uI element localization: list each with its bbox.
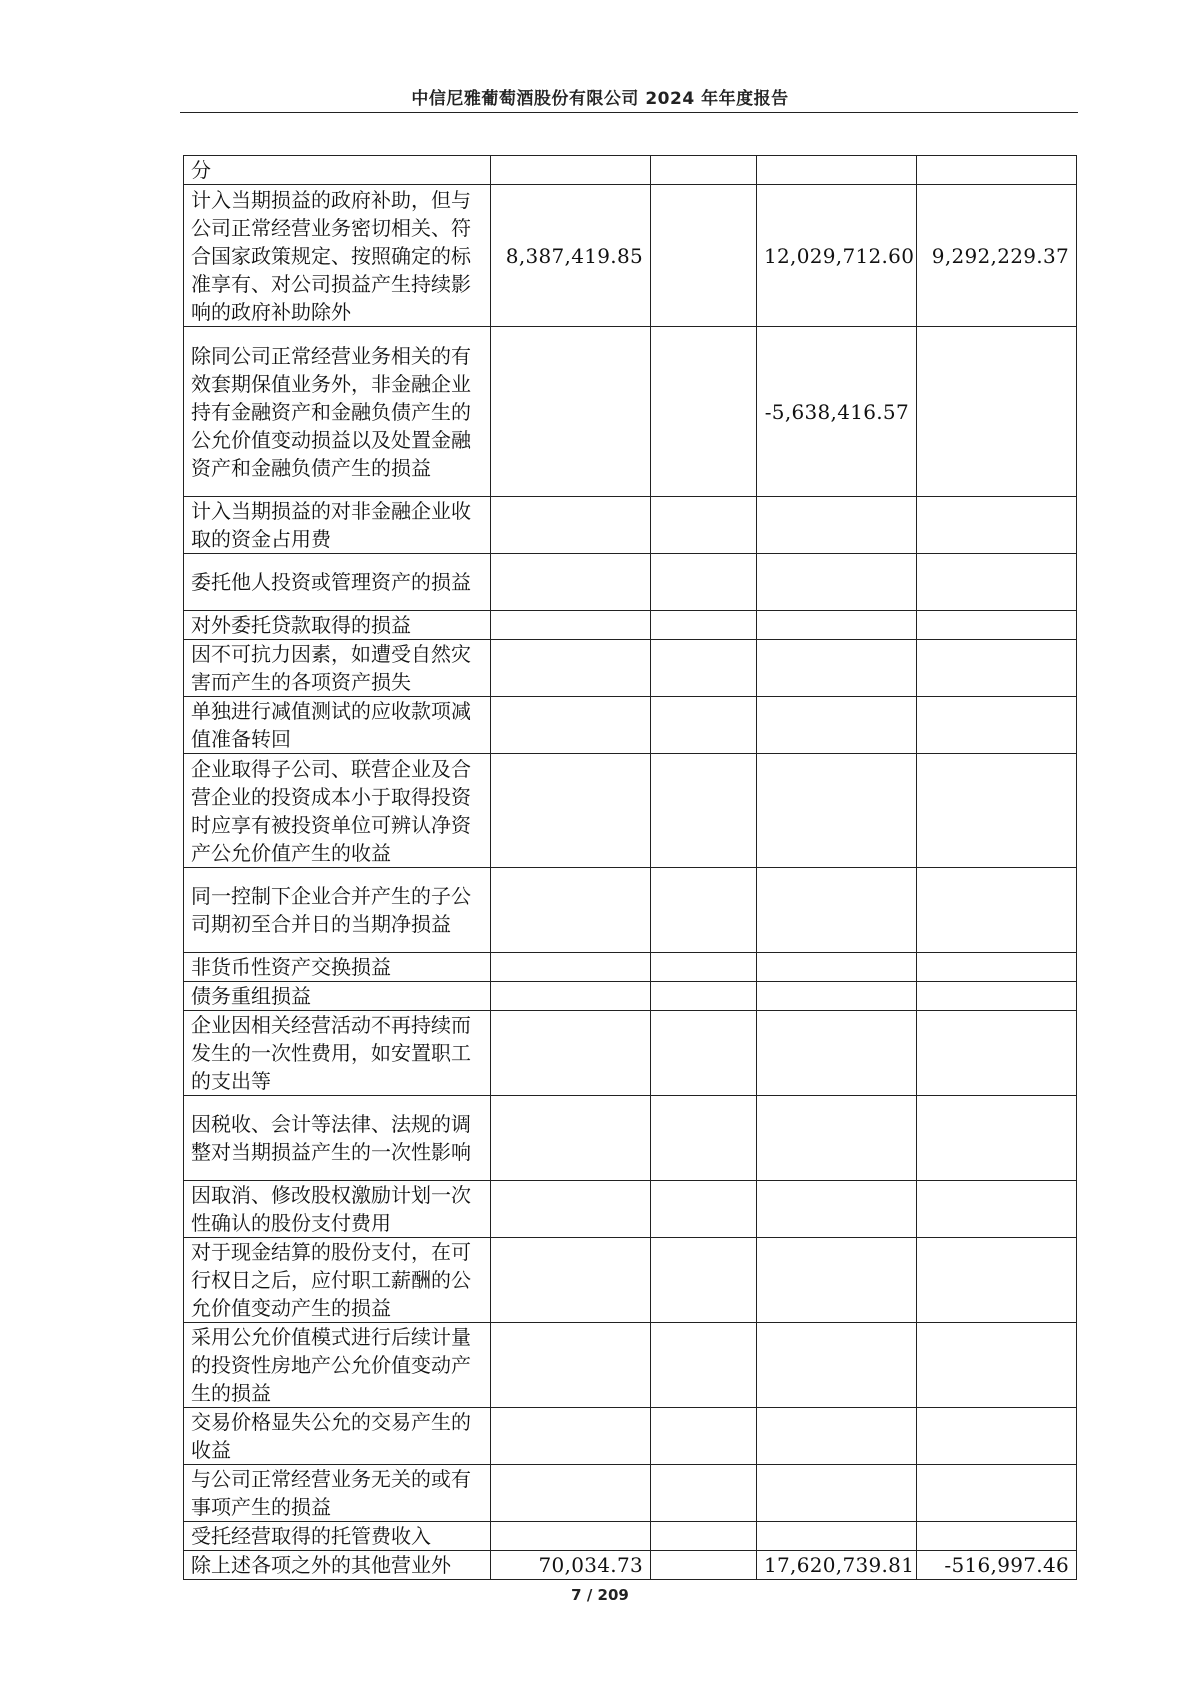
cell-value [757, 1238, 917, 1323]
cell-value [917, 1238, 1077, 1323]
cell-value [491, 1238, 651, 1323]
cell-value [757, 1522, 917, 1551]
cell-value [917, 697, 1077, 754]
table-row [184, 1408, 1077, 1465]
row-item-label: 除同公司正常经营业务相关的有效套期保值业务外，非金融企业持有金融资产和金融负债产生的公允价值变动损益以及处置金融资产和金融负债产生的损益 [184, 327, 491, 497]
row-item-label: 计入当期损益的政府补助，但与公司正常经营业务密切相关、符合国家政策规定、按照确定的标准享有、对公司损益产生持续影响的政府补助除外 [184, 185, 491, 327]
cell-value [651, 982, 757, 1011]
cell-value [491, 697, 651, 754]
cell-value [757, 611, 917, 640]
table-row [184, 611, 1077, 640]
row-item-label: 因不可抗力因素，如遭受自然灾害而产生的各项资产损失 [184, 640, 491, 697]
cell-value [491, 982, 651, 1011]
cell-value [917, 640, 1077, 697]
row-item-label: 分 [184, 156, 491, 185]
cell-value [757, 1181, 917, 1238]
cell-value [757, 868, 917, 953]
cell-value [651, 754, 757, 868]
row-item-label: 交易价格显失公允的交易产生的收益 [184, 1408, 491, 1465]
cell-value [491, 640, 651, 697]
cell-value [757, 497, 917, 554]
table-row [184, 554, 1077, 611]
cell-value [757, 754, 917, 868]
cell-value [917, 1522, 1077, 1551]
row-item-label: 单独进行减值测试的应收款项减值准备转回 [184, 697, 491, 754]
cell-value [651, 1323, 757, 1408]
cell-value [757, 640, 917, 697]
cell-value [757, 1465, 917, 1522]
cell-value [491, 1181, 651, 1238]
table-row [184, 1011, 1077, 1096]
cell-value [757, 1096, 917, 1181]
cell-value [917, 982, 1077, 1011]
cell-value [651, 1238, 757, 1323]
table-row [184, 1323, 1077, 1408]
cell-value [917, 497, 1077, 554]
page-number: 7 / 209 [571, 1586, 629, 1604]
cell-value [491, 611, 651, 640]
cell-value [651, 1181, 757, 1238]
cell-value [757, 156, 917, 185]
cell-value [917, 1096, 1077, 1181]
cell-value [491, 1096, 651, 1181]
non-recurring-gains-table [183, 155, 1077, 1580]
cell-value [491, 1522, 651, 1551]
cell-value [917, 1011, 1077, 1096]
table-row [184, 754, 1077, 868]
cell-value: 9,292,229.37 [917, 185, 1077, 327]
cell-value [757, 1323, 917, 1408]
cell-value [651, 868, 757, 953]
cell-value [917, 1181, 1077, 1238]
table-row [184, 185, 1077, 327]
cell-value [491, 868, 651, 953]
cell-value [757, 1408, 917, 1465]
cell-value [651, 953, 757, 982]
cell-value [651, 185, 757, 327]
cell-value [757, 554, 917, 611]
row-item-label: 企业因相关经营活动不再持续而发生的一次性费用，如安置职工的支出等 [184, 1011, 491, 1096]
cell-value [651, 1465, 757, 1522]
cell-value [917, 1323, 1077, 1408]
cell-value [651, 1551, 757, 1580]
cell-value [651, 1408, 757, 1465]
cell-value [651, 1096, 757, 1181]
cell-value: -5,638,416.57 [757, 327, 917, 497]
row-item-label: 因税收、会计等法律、法规的调整对当期损益产生的一次性影响 [184, 1096, 491, 1181]
row-item-label: 对于现金结算的股份支付，在可行权日之后，应付职工薪酬的公允价值变动产生的损益 [184, 1238, 491, 1323]
cell-value [491, 1465, 651, 1522]
row-item-label: 受托经营取得的托管费收入 [184, 1522, 491, 1551]
cell-value [917, 1408, 1077, 1465]
table-row [184, 953, 1077, 982]
cell-value [651, 327, 757, 497]
row-item-label: 委托他人投资或管理资产的损益 [184, 554, 491, 611]
cell-value: 17,620,739.81 [757, 1551, 917, 1580]
cell-value [491, 497, 651, 554]
cell-value: 12,029,712.60 [757, 185, 917, 327]
cell-value [757, 982, 917, 1011]
table-row [184, 697, 1077, 754]
cell-value [491, 327, 651, 497]
cell-value [651, 640, 757, 697]
cell-value [917, 953, 1077, 982]
table-row [184, 497, 1077, 554]
row-item-label: 非货币性资产交换损益 [184, 953, 491, 982]
cell-value [651, 611, 757, 640]
cell-value [651, 1522, 757, 1551]
cell-value: 8,387,419.85 [491, 185, 651, 327]
cell-value [651, 554, 757, 611]
row-item-label: 因取消、修改股权激励计划一次性确认的股份支付费用 [184, 1181, 491, 1238]
cell-value [491, 1323, 651, 1408]
cell-value [917, 868, 1077, 953]
cell-value [651, 497, 757, 554]
table-row [184, 1238, 1077, 1323]
cell-value [757, 953, 917, 982]
table-row [184, 982, 1077, 1011]
row-item-label: 企业取得子公司、联营企业及合营企业的投资成本小于取得投资时应享有被投资单位可辨认净资产公允价值产生的收益 [184, 754, 491, 868]
table-row [184, 156, 1077, 185]
cell-value [491, 554, 651, 611]
table-row [184, 640, 1077, 697]
header-divider [180, 112, 1078, 113]
cell-value [757, 1011, 917, 1096]
table-row [184, 868, 1077, 953]
table-row [184, 1181, 1077, 1238]
row-item-label: 对外委托贷款取得的损益 [184, 611, 491, 640]
cell-value [491, 1408, 651, 1465]
cell-value [491, 754, 651, 868]
table-row [184, 1096, 1077, 1181]
row-item-label: 债务重组损益 [184, 982, 491, 1011]
cell-value [491, 953, 651, 982]
cell-value [651, 1011, 757, 1096]
cell-value [917, 327, 1077, 497]
cell-value [917, 1465, 1077, 1522]
table-row [184, 327, 1077, 497]
cell-value [491, 156, 651, 185]
row-item-label: 同一控制下企业合并产生的子公司期初至合并日的当期净损益 [184, 868, 491, 953]
cell-value [917, 611, 1077, 640]
cell-value [917, 554, 1077, 611]
cell-value [651, 697, 757, 754]
row-item-label: 采用公允价值模式进行后续计量的投资性房地产公允价值变动产生的损益 [184, 1323, 491, 1408]
cell-value [491, 1011, 651, 1096]
page-header-title: 中信尼雅葡萄酒股份有限公司 2024 年年度报告 [411, 89, 789, 109]
table-row [184, 1522, 1077, 1551]
cell-value [917, 156, 1077, 185]
table-row [184, 1551, 1077, 1580]
cell-value: -516,997.46 [917, 1551, 1077, 1580]
table-row [184, 1465, 1077, 1522]
row-item-label: 计入当期损益的对非金融企业收取的资金占用费 [184, 497, 491, 554]
cell-value: 70,034.73 [491, 1551, 651, 1580]
row-item-label: 与公司正常经营业务无关的或有事项产生的损益 [184, 1465, 491, 1522]
row-item-label: 除上述各项之外的其他营业外 [184, 1551, 491, 1580]
cell-value [757, 697, 917, 754]
cell-value [651, 156, 757, 185]
cell-value [917, 754, 1077, 868]
